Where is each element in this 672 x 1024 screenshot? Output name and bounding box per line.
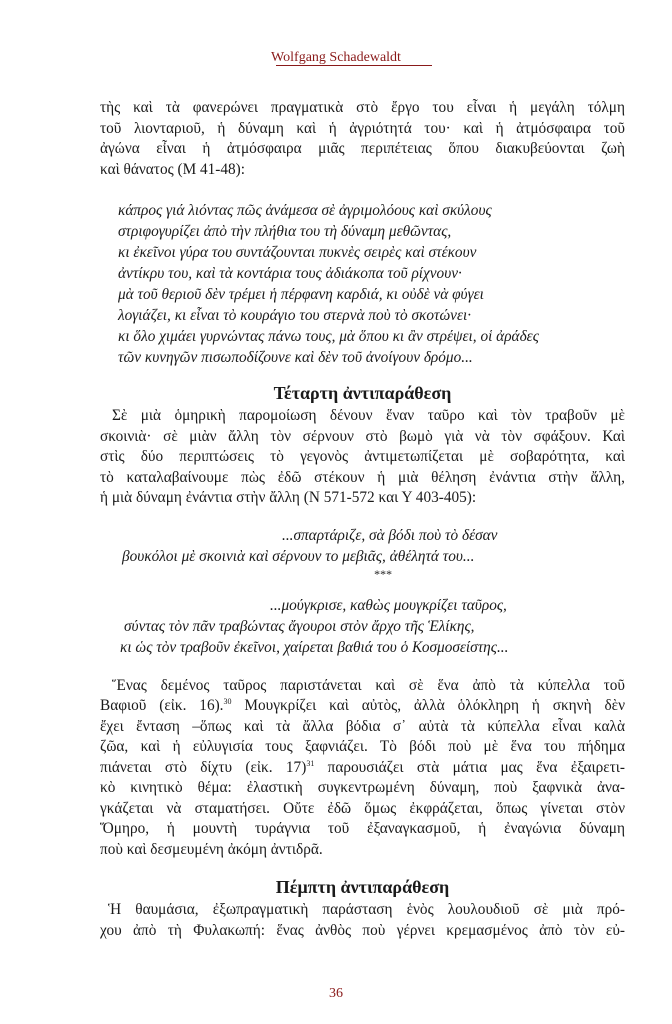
intro-paragraph (100, 98, 625, 180)
text-line: ποὺ καὶ δεσμευμένη ἀκόμη ἀντιδρᾶ. (100, 840, 323, 858)
verse-line: σύντας τὸν πᾶν τραβώντας ἄγουροι στὸν ἄρχο τῆς Ἑλίκης, (124, 617, 475, 635)
verse-line: ...σπαρτάριζε, σὰ βόδι ποὺ τὸ δέσαν (282, 526, 498, 544)
text-line: καὶ θάνατος (Μ 41-48): (100, 160, 246, 178)
footnote-marker: 31 (306, 758, 315, 768)
section-title-fourth: Τέταρτη ἀντιπαράθεση (273, 383, 452, 403)
verse-quote-3 (100, 595, 625, 658)
main-text (100, 98, 625, 941)
text-line: κὸ κινητικὸ θέμα: ἐλαστικὴ συγκεντρωμένη δύναμη, ποὺ ξαφνικὰ ἀνα- (100, 779, 625, 796)
text-line: Ὅμηρο, ἡ μουντὴ τυράγνια τοῦ ἐξαναγκασμοῦ, ἡ ἐναγώνια δύναμη (100, 820, 625, 837)
footnote-marker: 30 (223, 696, 232, 706)
text-line: ἡ μιὰ δύναμη ἐνάντια στὴν ἄλλη (Ν 571-572 και Υ 403-405): (100, 489, 477, 506)
verse-separator: *** (373, 566, 392, 581)
text-line: τοῦ λιονταριοῦ, ἡ δύναμη καὶ ἡ ἀγριότητά του· καὶ ἡ ἀτμόσφαιρα τοῦ (100, 119, 625, 137)
text-line: σκοινιὰ· σὲ μιὰν ἄλλη τὸν σέρνουν στὸ βωμὸ γιὰ νὰ τὸν σφάξουν. Καὶ (100, 427, 625, 445)
section5-paragraph (100, 900, 625, 941)
running-header (0, 50, 672, 66)
text-line: Ἕνας δεμένος ταῦρος παριστάνεται καὶ σὲ ἕνα ἀπὸ τὰ κύπελλα τοῦ (112, 676, 625, 694)
verse-line: βουκόλοι μὲ σκοινιὰ καὶ σέρνουν το μεβιᾶς, ἀθέλητά του... (122, 547, 475, 565)
verse-line: τῶν κυνηγῶν πισωποδίζουνε καὶ δὲν τοῦ ἀνοίγουν δρόμο... (118, 349, 473, 366)
text-line: ἔχει ἔνταση –ὅπως καὶ τὰ ἄλλα βόδια σ᾿ αὐτὰ τὰ κύπελλα εἶναι καλὰ (100, 717, 625, 735)
text-run: παρουσιάζει στὰ μάτια μας ἕνα ἐξαιρετι- (314, 758, 625, 776)
bull-paragraph (100, 676, 625, 861)
text-line: στὶς δύο περιπτώσεις τὸ γεγονὸς ἀντιμετωπίζεται μὲ σοβαρότητα, καὶ (100, 448, 625, 465)
verse-line: κι ἐκεῖνοι γύρα του συντάζουνται πυκνὲς σειρὲς καὶ στέκουν (118, 244, 477, 261)
page-number: 36 (329, 986, 343, 1001)
text-line: τὸ καταλαβαίνουμε πὼς ἐδῶ στέκουν ἡ μιὰ θέληση ἐνάντια στὴν ἄλλη, (100, 468, 625, 486)
verse-quote-2 (100, 525, 625, 581)
verse-line: στριφογυρίζει ἀπὸ τὴν πλήθια του τὴ δύναμη μεθῶντας, (118, 223, 452, 240)
text-line (100, 758, 625, 779)
text-line: ζῶα, καὶ ἡ εὐλυγισία τους ξαφνιάζει. Τὸ βόδι ποὺ μὲ ἕνα του πήδημα (100, 738, 625, 755)
text-line (100, 696, 625, 717)
header-underline (276, 65, 432, 66)
text-line: τὴς καὶ τὰ φανερώνει πραγματικὰ στὸ ἔργο του εἶναι ἡ μεγάλη τόλμη (100, 99, 625, 116)
text-line: Σὲ μιὰ ὁμηρικὴ παρομοίωση δένουν ἕναν ταῦρο καὶ τὸν τραβοῦν μὲ (112, 407, 625, 424)
verse-line: ἀντίκρυ του, καὶ τὰ κοντάρια τους ἀδιάκοπα τοῦ ρίχνουν· (118, 265, 462, 282)
text-run: Μουγκρίζει καὶ αὐτὸς, ἀλλὰ ὁλόκληρη ἡ σκηνὴ δὲν (231, 697, 625, 714)
section-title-fifth: Πέμπτη ἀντιπαράθεση (275, 877, 450, 897)
section4-paragraph (100, 406, 625, 509)
verse-line: κι ὅλο χιμάει γυρνώντας πάνω τους, μὰ ὅπου κι ἂν στρέψει, οἱ ἀράδες (118, 328, 539, 345)
verse-line: μὰ τοῦ θεριοῦ δὲν τρέμει ἡ πέρφανη καρδιά, κι οὐδὲ νὰ φύγει (118, 286, 484, 303)
verse-quote-1 (118, 200, 625, 368)
author-name: Wolfgang Schadewaldt (271, 50, 401, 65)
text-line: Ἡ θαυμάσια, ἐξωπραγματικὴ παράσταση ἑνὸς λουλουδιοῦ σὲ μιὰ πρό- (108, 901, 625, 918)
text-run: Βαφιοῦ (εἰκ. 16). (100, 697, 224, 714)
verse-line: λογιάζει, κι εἶναι τὸ κουράγιο του στερνὰ ποὺ τὸ σκοτώνει· (118, 307, 472, 324)
verse-line: κάπρος γιά λιόντας πῶς ἀνάμεσα σὲ ἀγριμολόους καὶ σκύλους (118, 202, 492, 219)
text-line: ἀγώνα εἶναι ἡ ἀτμόσφαιρα μιᾶς περιπέτειας ὅπου διακυβεύονται ζωὴ (100, 140, 625, 157)
verse-line: κι ὡς τὸν τραβοῦν ἐκεῖνοι, χαίρεται βαθιά του ὁ Κοσμοσείστης... (120, 638, 509, 656)
verse-line: ...μούγκρισε, καθὼς μουγκρίζει ταῦρος, (270, 596, 507, 614)
text-run: πιάνεται στὸ δίχτυ (εἰκ. 17) (100, 758, 307, 776)
text-line: χου ἀπὸ τὴ Φυλακωπή: ἕνας ἀνθὸς ποὺ γέρνει κρεμασμένος ἀπὸ τὸν εὐ- (100, 921, 625, 939)
text-line: γκάζεται νὰ σταματήσει. Οὔτε ἐδῶ ὅμως ἐκφράζεται, ὅπως γίνεται στὸν (100, 799, 625, 817)
